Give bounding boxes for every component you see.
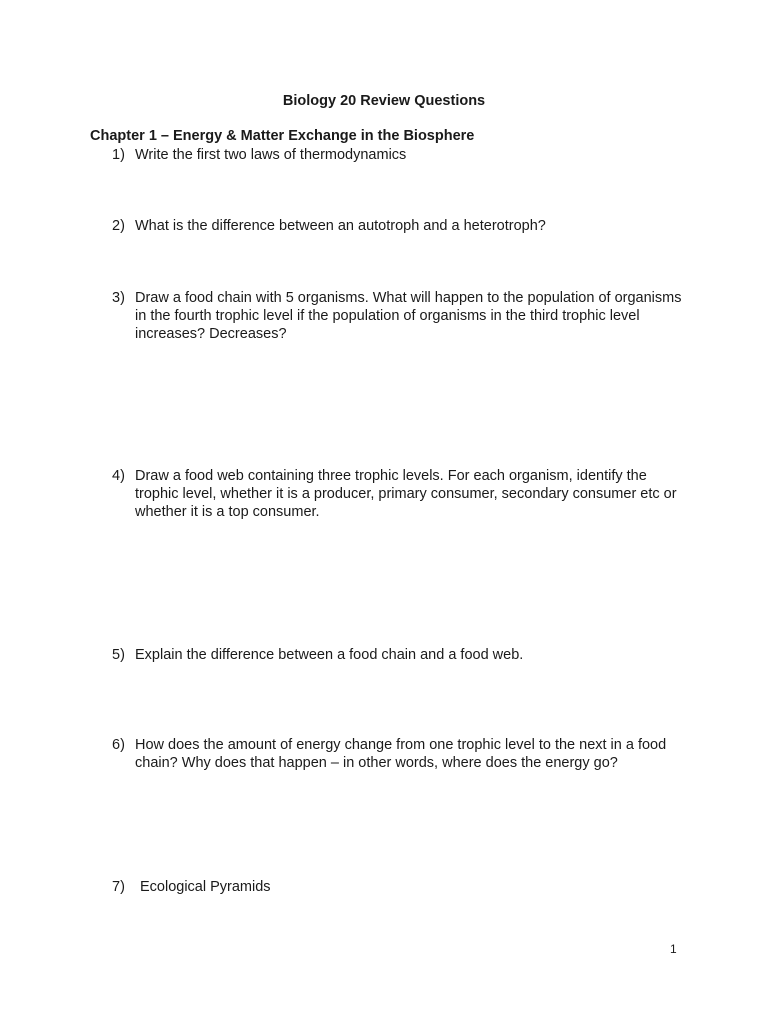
question-2: [112, 217, 692, 235]
question-text: Draw a food chain with 5 organisms. What will happen to the population of organisms in the fourth trophic level if the population of organisms in the third trophic level increases? Decreases?: [135, 290, 682, 342]
question-7: [112, 878, 692, 896]
question-1: [112, 146, 692, 164]
question-text: Draw a food web containing three trophic levels. For each organism, identify the trophic level, whether it is a producer, primary consumer, secondary consumer etc or whether it is a top consumer.: [135, 468, 677, 520]
question-number: 6): [112, 737, 125, 753]
page-number: 1: [670, 942, 677, 956]
question-number: 4): [112, 468, 125, 484]
question-number: 5): [112, 647, 125, 663]
question-text: How does the amount of energy change from one trophic level to the next in a food chain? Why does that happen – in other words, where does the energy go?: [135, 737, 667, 771]
question-5: [112, 646, 692, 664]
question-3: [112, 289, 692, 343]
question-text: Ecological Pyramids: [140, 879, 271, 895]
chapter-heading: Chapter 1 – Energy & Matter Exchange in the Biosphere: [90, 128, 475, 144]
question-number: 2): [112, 218, 125, 234]
question-number: 3): [112, 290, 125, 306]
question-number: 7): [112, 879, 125, 895]
question-number: 1): [112, 147, 125, 163]
question-6: [112, 736, 692, 772]
question-text: What is the difference between an autotroph and a heterotroph?: [135, 218, 546, 234]
document-title: Biology 20 Review Questions: [282, 93, 486, 109]
question-text: Explain the difference between a food chain and a food web.: [135, 647, 524, 663]
question-4: [112, 467, 692, 521]
question-text: Write the first two laws of thermodynamics: [135, 147, 407, 163]
